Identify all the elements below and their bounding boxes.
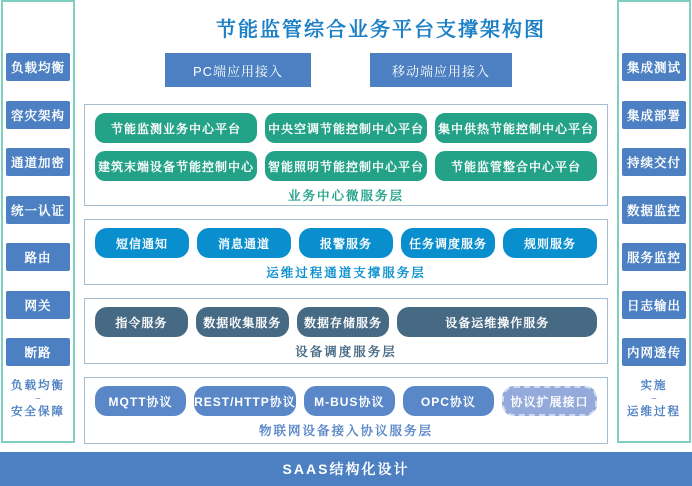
layer4-label: 物联网设备接入协议服务层 <box>258 424 433 438</box>
right-pillar-caption-dash: – <box>651 393 657 404</box>
layer2-label: 运维过程通道支撑服务层 <box>266 266 426 280</box>
layer1-row2 <box>95 151 597 181</box>
block-command-service: 指令服务 <box>95 307 188 337</box>
block-data-storage-service: 数据存储服务 <box>297 307 390 337</box>
layer1-label: 业务中心微服务层 <box>287 189 404 203</box>
right-pillar-item-integration-test: 集成测试 <box>622 53 686 81</box>
block-task-scheduling-service: 任务调度服务 <box>401 228 495 258</box>
left-pillar-item-routing: 路由 <box>6 243 70 271</box>
block-mbus-protocol: M-BUS协议 <box>304 386 395 416</box>
layer4-row1 <box>95 386 597 416</box>
block-protocol-extension-interface: 协议扩展接口 <box>502 386 597 416</box>
right-pillar-item-data-monitoring: 数据监控 <box>622 196 686 224</box>
left-pillar-item-unified-auth: 统一认证 <box>6 196 70 224</box>
right-pillar-item-intranet-passthrough: 内网透传 <box>622 338 686 366</box>
block-rule-service: 规则服务 <box>503 228 597 258</box>
layer-business-center-microservices <box>84 104 608 206</box>
block-energy-monitoring-platform: 节能监测业务中心平台 <box>95 113 257 143</box>
right-pillar-caption <box>627 379 681 419</box>
left-pillar-item-gateway: 网关 <box>6 291 70 319</box>
layer-ops-channel-support <box>84 219 608 285</box>
left-pillar-caption-line2: 安全保障 <box>11 405 65 418</box>
right-pillar-item-integration-deploy: 集成部署 <box>622 101 686 129</box>
left-pillar-item-circuit-break: 断路 <box>6 338 70 366</box>
block-opc-protocol: OPC协议 <box>403 386 494 416</box>
left-pillar-item-channel-encryption: 通道加密 <box>6 148 70 176</box>
layer1-row1 <box>95 113 597 143</box>
mobile-access-block: 移动端应用接入 <box>370 53 512 87</box>
left-pillar-caption <box>11 379 65 419</box>
block-sms-notification: 短信通知 <box>95 228 189 258</box>
right-pillar <box>617 0 691 443</box>
right-pillar-caption-line1: 实施 <box>640 380 668 392</box>
layer3-row1 <box>95 307 597 337</box>
block-mqtt-protocol: MQTT协议 <box>95 386 186 416</box>
right-pillar-item-log-output: 日志输出 <box>622 291 686 319</box>
saas-structured-design-bar: SAAS结构化设计 <box>0 452 692 486</box>
layer3-label: 设备调度服务层 <box>295 345 397 359</box>
block-building-terminal-control-center: 建筑末端设备节能控制中心 <box>95 151 257 181</box>
left-pillar <box>1 0 75 443</box>
layer-device-scheduling <box>84 298 608 364</box>
page-title: 节能监管综合业务平台支撑架构图 <box>216 19 546 41</box>
layer-iot-protocol-access <box>84 377 608 444</box>
left-pillar-item-disaster-recovery: 容灾架构 <box>6 101 70 129</box>
pc-access-block: PC端应用接入 <box>165 53 311 87</box>
block-message-channel: 消息通道 <box>197 228 291 258</box>
right-pillar-item-service-monitoring: 服务监控 <box>622 243 686 271</box>
block-alarm-service: 报警服务 <box>299 228 393 258</box>
block-energy-supervision-integration-platform: 节能监管整合中心平台 <box>435 151 597 181</box>
left-pillar-caption-dash: – <box>35 393 41 404</box>
block-smart-lighting-control-platform: 智能照明节能控制中心平台 <box>265 151 427 181</box>
block-central-ac-control-platform: 中央空调节能控制中心平台 <box>265 113 427 143</box>
layer2-row1 <box>95 228 597 258</box>
block-rest-http-protocol: REST/HTTP协议 <box>194 386 296 416</box>
block-data-collection-service: 数据收集服务 <box>196 307 289 337</box>
block-central-heating-control-platform: 集中供热节能控制中心平台 <box>435 113 597 143</box>
left-pillar-item-load-balancing: 负载均衡 <box>6 53 70 81</box>
right-pillar-item-continuous-delivery: 持续交付 <box>622 148 686 176</box>
right-pillar-caption-line2: 运维过程 <box>627 405 681 418</box>
block-device-ops-service: 设备运维操作服务 <box>397 307 597 337</box>
left-pillar-caption-line1: 负载均衡 <box>11 380 65 392</box>
